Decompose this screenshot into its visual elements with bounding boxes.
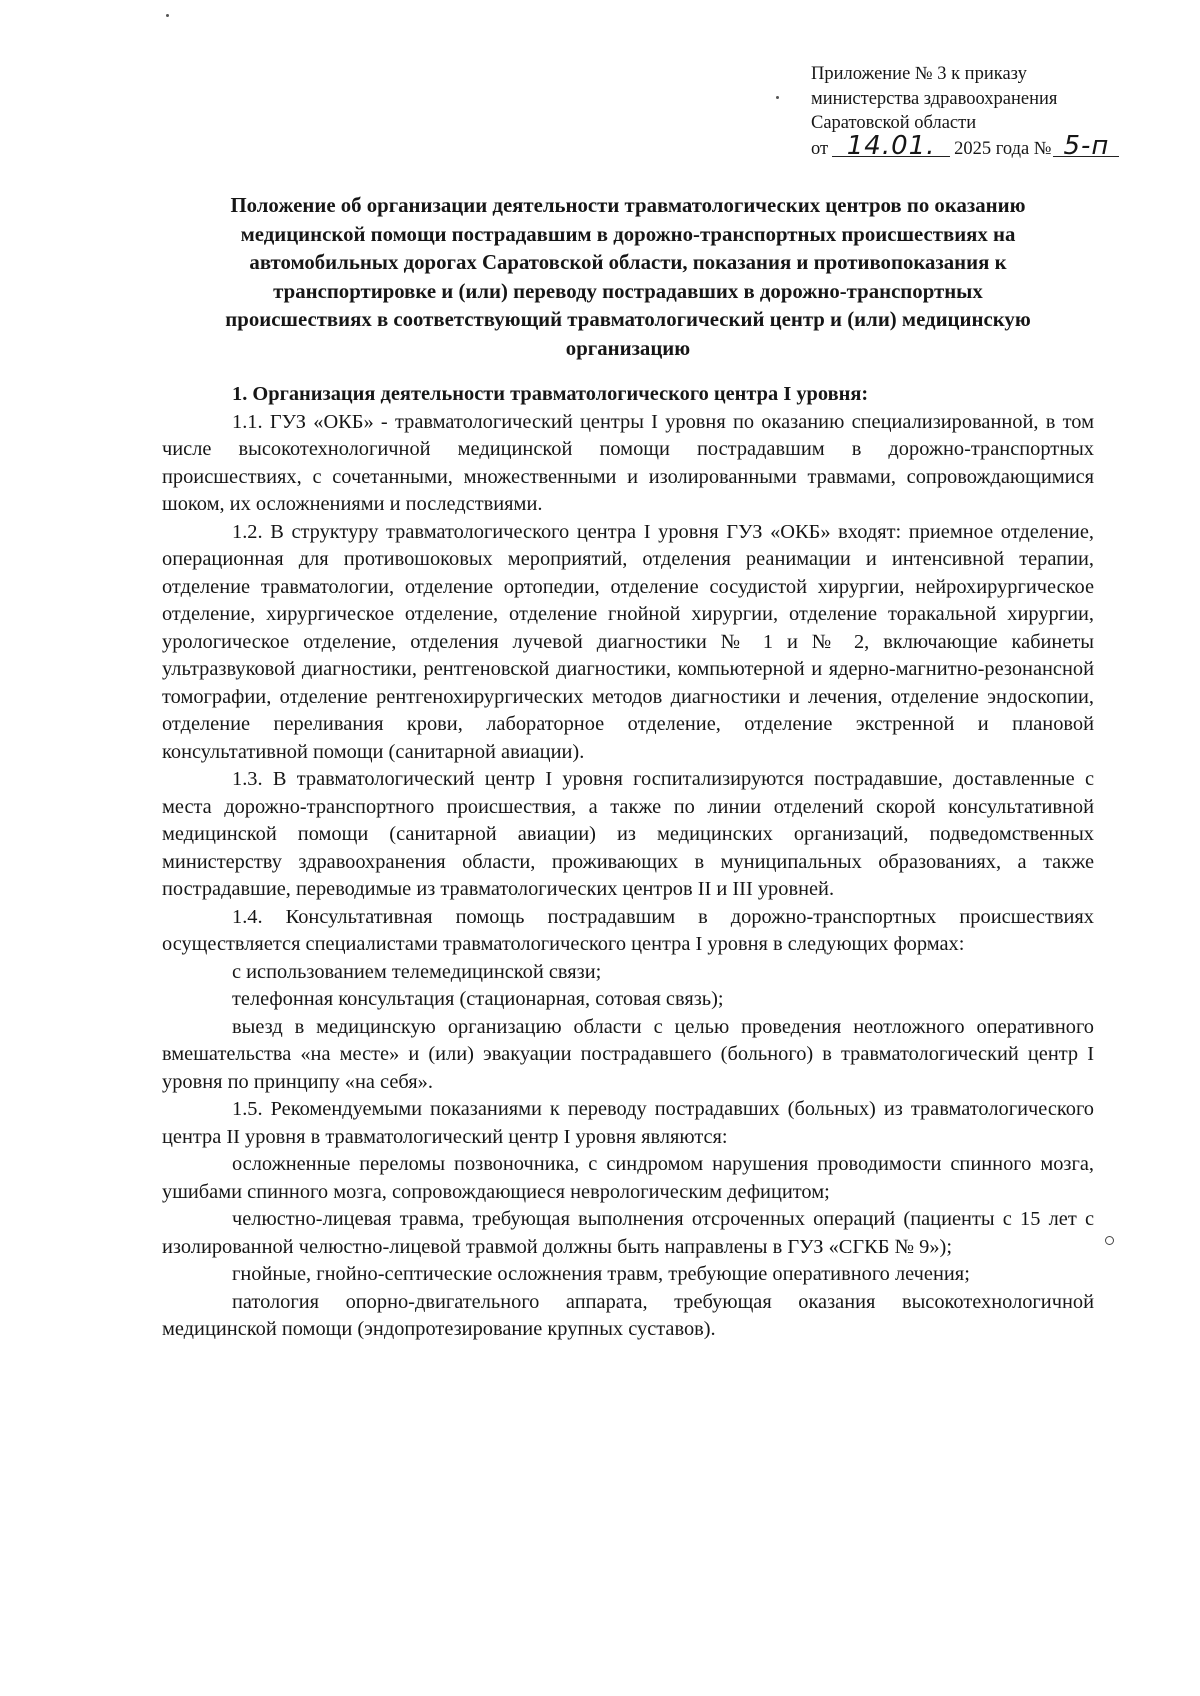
handwritten-number: 5-п xyxy=(1053,136,1119,157)
title-line: организацию xyxy=(565,336,691,360)
list-item: осложненные переломы позвоночника, с синдромом нарушения проводимости спинного мозга, ушибами спинного мозга, сопровождающиеся неврологическим дефицитом; xyxy=(162,1153,1094,1203)
paragraph-1-3: 1.3. В травматологический центр I уровня госпитализируются пострадавшие, доставленные с места дорожно-транспортного происшествия, а также по линии отделений скорой консультативной медицинской помощи (санитарной авиации) из медицинских организаций, подведомственных министерству здравоохранения области, проживающих в муниципальных образованиях, а также пострадавшие, переводимые из травматологических центров II и III уровней. xyxy=(162,768,1094,900)
year-text: 2025 года № xyxy=(954,138,1052,159)
document-body xyxy=(162,381,1094,1344)
list-item: выезд в медицинскую организацию области с целью проведения неотложного оперативного вмешательства «на месте» и (или) эвакуации пострадавшего (больного) в травматологический центр I уровня по принципу «на себя». xyxy=(162,1015,1094,1093)
title-line: автомобильных дорогах Саратовской области, показания и противопоказания к xyxy=(249,251,1007,274)
annex-date-row xyxy=(811,130,1151,162)
scan-speck xyxy=(166,14,169,17)
list-item: гнойные, гнойно-септические осложнения травм, требующие оперативного лечения; xyxy=(232,1263,970,1285)
annex-line: Саратовской области xyxy=(811,113,977,133)
annex-line: министерства здравоохранения xyxy=(811,88,1058,109)
list-item: с использованием телемедицинской связи; xyxy=(232,960,602,983)
paragraph-1-1: 1.1. ГУЗ «ОКБ» - травматологический центры I уровня по оказанию специализированной, в том числе высокотехнологичной медицинской помощи пострадавшим в дорожно-транспортных происшествиях, с сочетанными, множественными и изолированными травмами, сопровождающимися шоком, их осложнениями и последствиями. xyxy=(162,410,1094,515)
date-prefix: от xyxy=(811,138,829,159)
document-title xyxy=(158,192,1098,363)
list-item: патология опорно-двигательного аппарата, требующая оказания высокотехнологичной медицинской помощи (эндопротезирование крупных суставов). xyxy=(162,1290,1094,1340)
title-line: медицинской помощи пострадавшим в дорожно-транспортных происшествиях на xyxy=(240,222,1016,246)
list-item: челюстно-лицевая травма, требующая выполнения отсроченных операций (пациенты с 15 лет с изолированной челюстно-лицевой травмой должны быть направлены в ГУЗ «СГКБ № 9»); xyxy=(162,1208,1094,1258)
paragraph-1-5: 1.5. Рекомендуемыми показаниями к переводу пострадавших (больных) из травматологического центра II уровня в травматологический центр I уровня являются: xyxy=(162,1098,1094,1148)
handwritten-date: 14.01. xyxy=(832,136,950,157)
scan-speck xyxy=(776,96,779,99)
title-line: Положение об организации деятельности травматологических центров по оказанию xyxy=(230,194,1026,217)
list-item: телефонная консультация (стационарная, сотовая связь); xyxy=(232,988,724,1010)
title-line: происшествиях в соответствующий травматологический центр и (или) медицинскую xyxy=(225,308,1031,331)
annex-block xyxy=(811,62,1151,161)
paragraph-1-2: 1.2. В структуру травматологического центра I уровня ГУЗ «ОКБ» входят: приемное отделение, операционная для противошоковых мероприятий, отделения реанимации и интенсивной терапии, отделение травматологии, отделение ортопедии, отделение сосудистой хирургии, нейрохирургическое отделение, хирургическое отделение, отделение гнойной хирургии, отделение торакальной хирургии, урологическое отделение, отделения лучевой диагностики № 1 и № 2, включающие кабинеты ультразвуковой диагностики, рентгеновской диагностики, компьютерной и ядерно-магнитно-резонансной томографии, отделение рентгенохирургических методов диагностики и лечения, отделение эндоскопии, отделение переливания крови, лабораторное отделение, отделение экстренной и плановой консультативной помощи (санитарной авиации). xyxy=(162,520,1094,763)
scan-ring-mark xyxy=(1105,1236,1114,1245)
section-heading: 1. Организация деятельности травматологического центра I уровня: xyxy=(232,383,869,405)
paragraph-1-4: 1.4. Консультативная помощь пострадавшим в дорожно-транспортных происшествиях осуществляется специалистами травматологического центра I уровня в следующих формах: xyxy=(162,905,1094,955)
title-line: транспортировке и (или) переводу пострадавших в дорожно-транспортных xyxy=(273,279,983,303)
annex-line: Приложение № 3 к приказу xyxy=(811,64,1027,84)
